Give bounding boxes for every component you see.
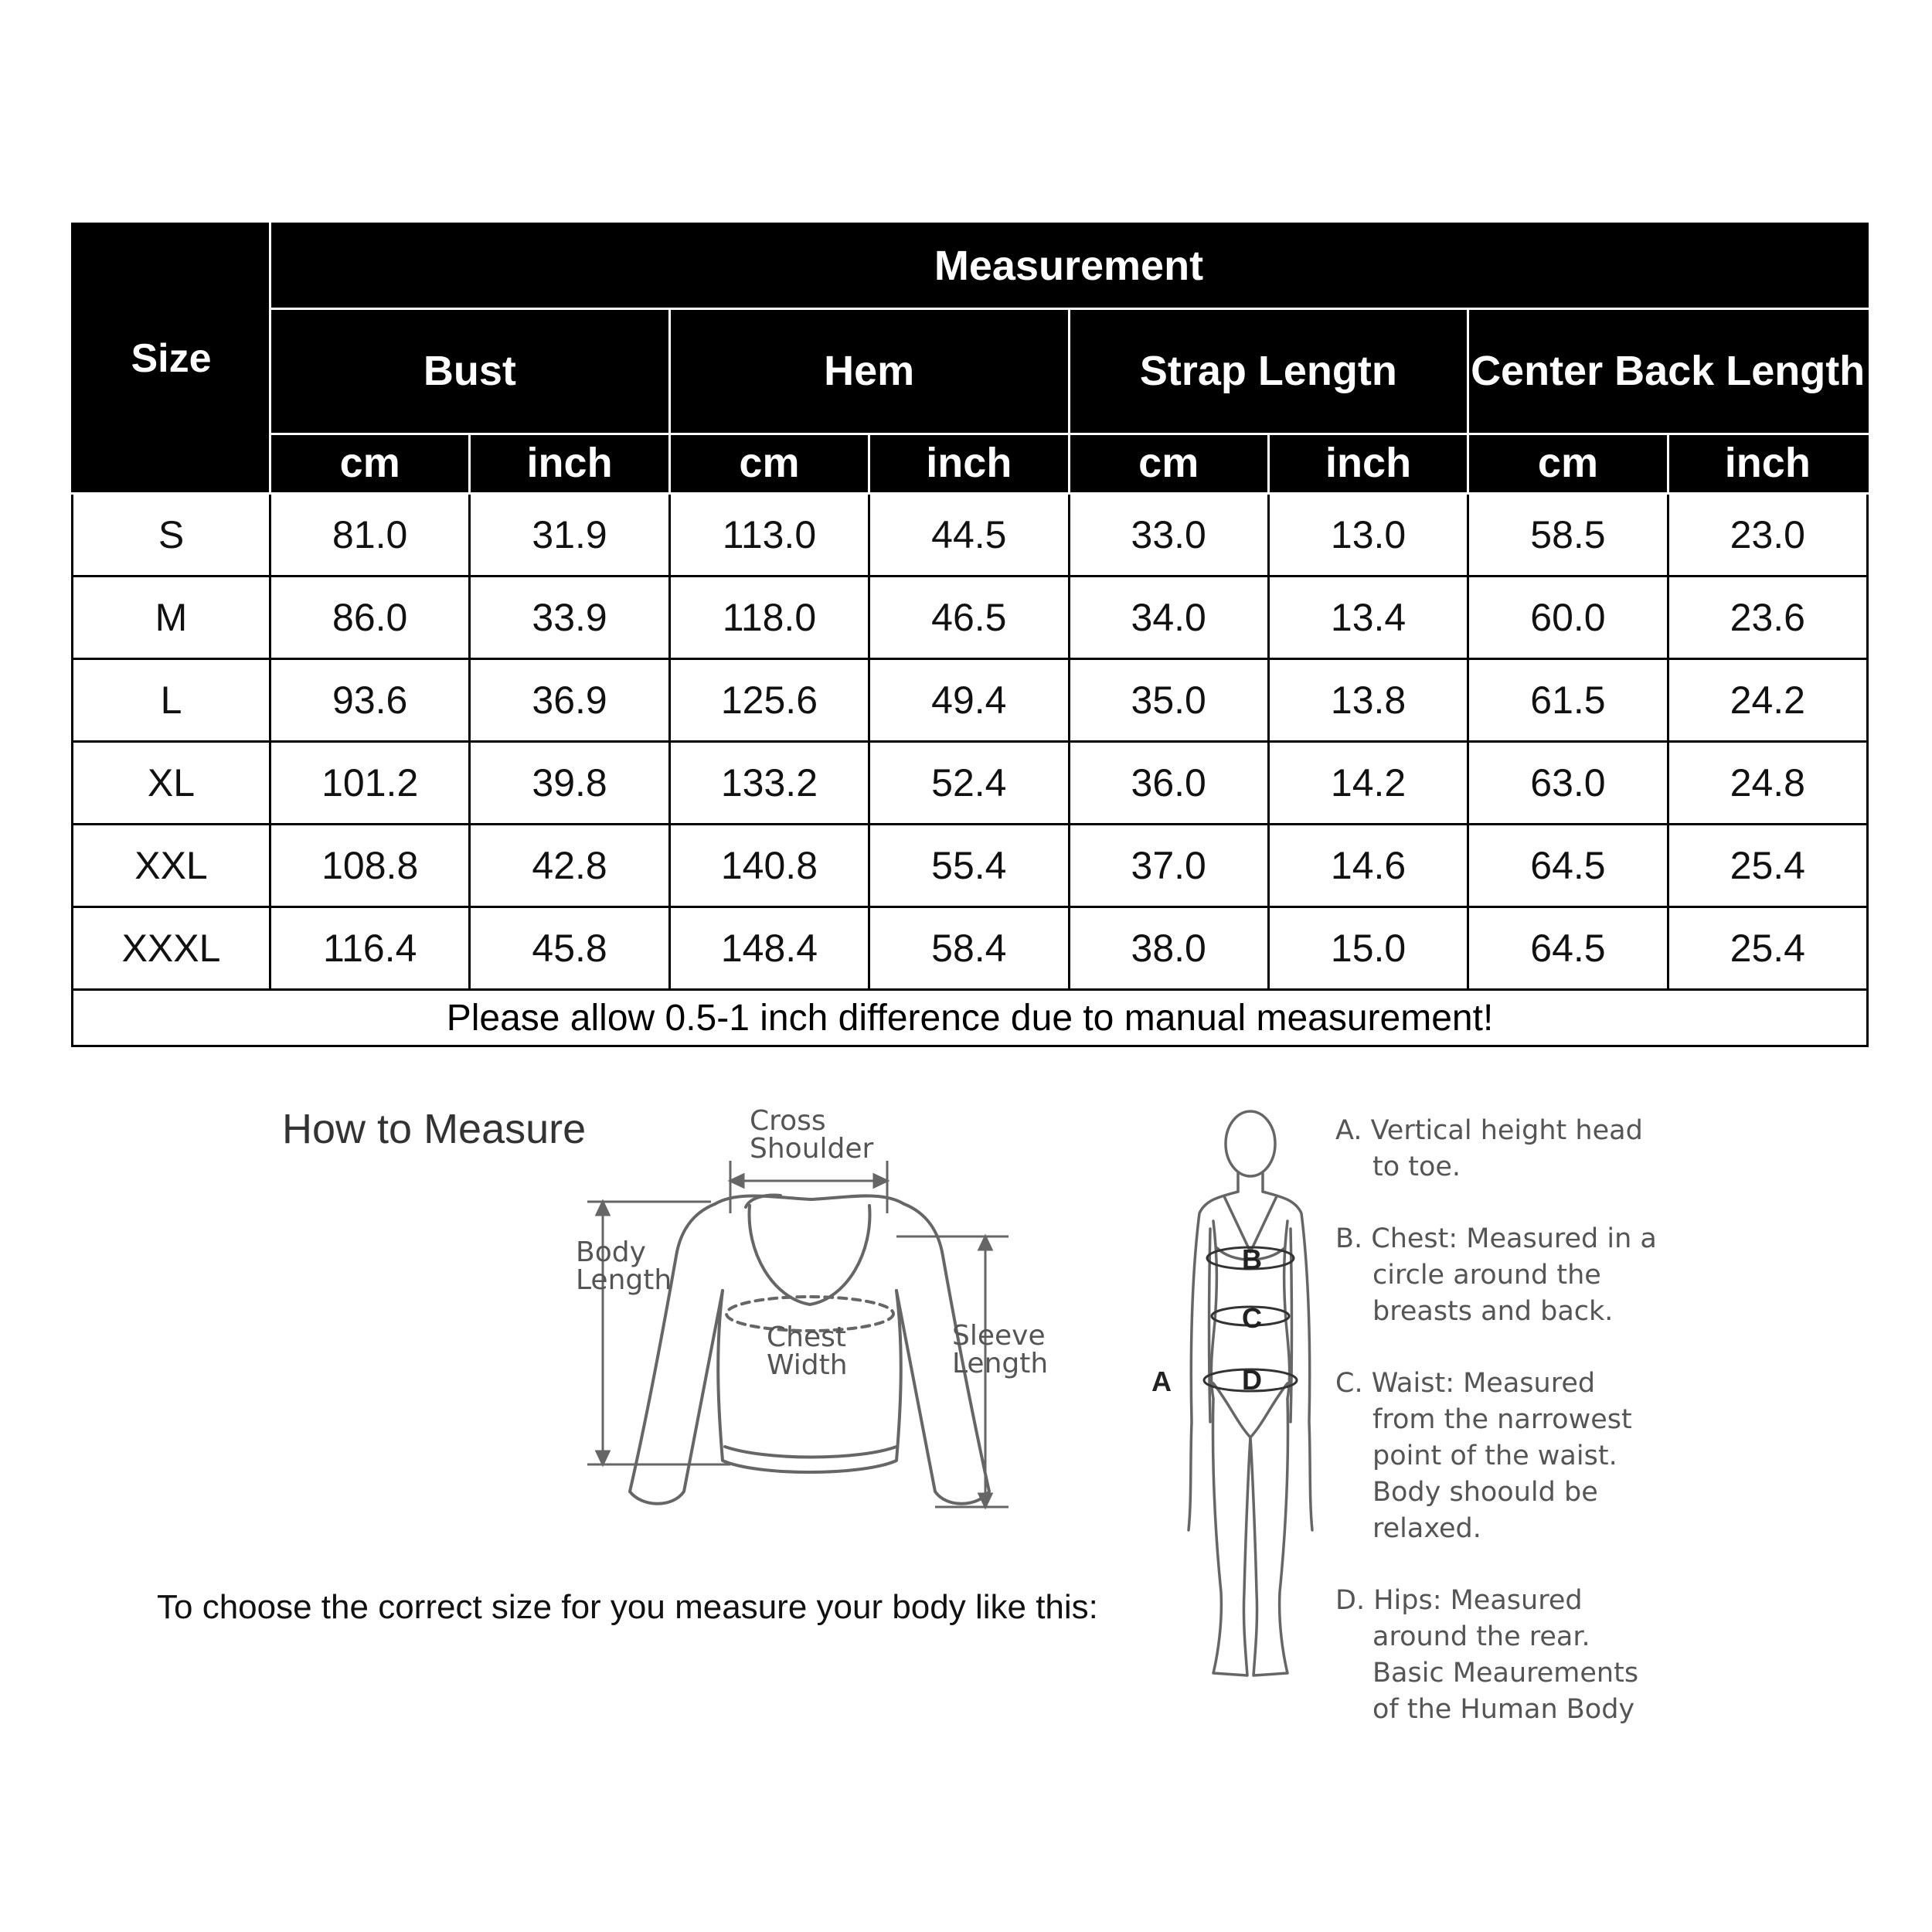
strap-length-header: Strap Lengtn [1069,309,1468,434]
measurement-cell: 31.9 [470,494,669,577]
measurement-disclaimer: Please allow 0.5-1 inch difference due to manual measurement! [73,990,1868,1046]
measurement-cell: 133.2 [669,742,869,825]
note-line: C. Waist: Measured [1335,1368,1596,1399]
measurement-cell: 148.4 [669,907,869,990]
chest-width-label-line1: Chest [767,1321,846,1353]
unit-header: inch [1268,434,1468,493]
note-line: around the rear. [1372,1621,1590,1652]
note-line: of the Human Body [1372,1694,1635,1725]
human-body-diagram [1144,1097,1329,1700]
table-row [73,907,1868,990]
body-letter-d: D [1242,1364,1262,1396]
measurement-cell: 24.8 [1668,742,1867,825]
measurement-cell: 49.4 [869,659,1069,742]
center-back-length-header: Center Back Length [1468,309,1868,434]
size-header: Size [73,224,270,494]
size-chart-table [71,223,1869,1047]
body-letter-c: C [1242,1302,1262,1334]
measurement-cell: 113.0 [669,494,869,577]
size-cell: XXL [73,825,270,907]
table-row [73,577,1868,659]
measurement-cell: 60.0 [1468,577,1668,659]
measurement-cell: 55.4 [869,825,1069,907]
table-row [73,494,1868,577]
measurement-cell: 46.5 [869,577,1069,659]
measurement-cell: 58.4 [869,907,1069,990]
measurement-cell: 118.0 [669,577,869,659]
note-line: breasts and back. [1372,1296,1614,1327]
measurement-cell: 25.4 [1668,907,1867,990]
measurement-cell: 24.2 [1668,659,1867,742]
measurement-cell: 58.5 [1468,494,1668,577]
size-cell: L [73,659,270,742]
measurement-cell: 52.4 [869,742,1069,825]
measurement-cell: 14.2 [1268,742,1468,825]
note-waist [1335,1366,1675,1547]
measurement-cell: 93.6 [270,659,470,742]
unit-header: cm [669,434,869,493]
note-line: B. Chest: Measured in a [1335,1223,1657,1254]
measurement-cell: 14.6 [1268,825,1468,907]
measurement-cell: 25.4 [1668,825,1867,907]
size-cell: XXXL [73,907,270,990]
measurement-cell: 101.2 [270,742,470,825]
measurement-cell: 38.0 [1069,907,1268,990]
note-line: point of the waist. [1372,1440,1617,1471]
measurement-cell: 13.8 [1268,659,1468,742]
measurement-cell: 64.5 [1468,825,1668,907]
note-line: A. Vertical height head [1335,1115,1643,1146]
measurement-cell: 23.0 [1668,494,1867,577]
measurement-cell: 140.8 [669,825,869,907]
note-chest [1335,1221,1675,1330]
measurement-cell: 39.8 [470,742,669,825]
measurement-cell: 42.8 [470,825,669,907]
measurement-cell: 63.0 [1468,742,1668,825]
note-line: Basic Meaurements [1372,1658,1639,1689]
measurement-cell: 36.9 [470,659,669,742]
note-line: Body shoould be [1372,1477,1598,1508]
measurement-header: Measurement [270,224,1868,309]
measurement-cell: 36.0 [1069,742,1268,825]
measurement-cell: 81.0 [270,494,470,577]
choose-size-instruction: To choose the correct size for you measure your body like this: [157,1588,1098,1626]
measurement-cell: 44.5 [869,494,1069,577]
unit-header: inch [1668,434,1867,493]
note-hips [1335,1583,1675,1728]
note-line: circle around the [1372,1260,1601,1291]
size-cell: S [73,494,270,577]
measurement-cell: 23.6 [1668,577,1867,659]
sleeve-length-label-line1: Sleeve [952,1320,1046,1352]
measurement-cell: 33.9 [470,577,669,659]
sleeve-length-label-line2: Length [952,1348,1049,1379]
measurement-cell: 125.6 [669,659,869,742]
garment-measure-diagram [556,1090,1066,1522]
cross-shoulder-label-line1: Cross [750,1105,826,1137]
measurement-cell: 15.0 [1268,907,1468,990]
measurement-cell: 37.0 [1069,825,1268,907]
measurement-cell: 108.8 [270,825,470,907]
note-vertical-height [1335,1113,1675,1185]
unit-header: inch [869,434,1069,493]
measurement-cell: 61.5 [1468,659,1668,742]
note-line: D. Hips: Measured [1335,1585,1583,1616]
measurement-cell: 13.0 [1268,494,1468,577]
body-letter-b: B [1242,1243,1262,1275]
unit-header: cm [1069,434,1268,493]
note-line: relaxed. [1372,1513,1481,1544]
cross-shoulder-label-line2: Shoulder [750,1133,874,1165]
body-length-label-line2: Length [576,1264,672,1296]
measurement-cell: 35.0 [1069,659,1268,742]
measurement-cell: 34.0 [1069,577,1268,659]
measurement-cell: 33.0 [1069,494,1268,577]
bust-header: Bust [270,309,670,434]
measurement-cell: 13.4 [1268,577,1468,659]
body-length-label-line1: Body [576,1236,646,1268]
note-line: from the narrowest [1372,1404,1632,1435]
hem-header: Hem [669,309,1069,434]
measurement-cell: 45.8 [470,907,669,990]
how-to-measure-title: How to Measure [282,1106,587,1152]
size-cell: M [73,577,270,659]
table-row [73,825,1868,907]
measurement-cell: 86.0 [270,577,470,659]
note-line: to toe. [1372,1151,1461,1182]
table-row [73,742,1868,825]
measurement-notes [1335,1113,1675,1764]
unit-header: inch [470,434,669,493]
measurement-cell: 64.5 [1468,907,1668,990]
chest-width-label-line2: Width [767,1349,848,1381]
size-cell: XL [73,742,270,825]
measurement-cell: 116.4 [270,907,470,990]
unit-header: cm [1468,434,1668,493]
body-letter-a: A [1151,1366,1172,1397]
unit-header: cm [270,434,470,493]
table-row [73,659,1868,742]
